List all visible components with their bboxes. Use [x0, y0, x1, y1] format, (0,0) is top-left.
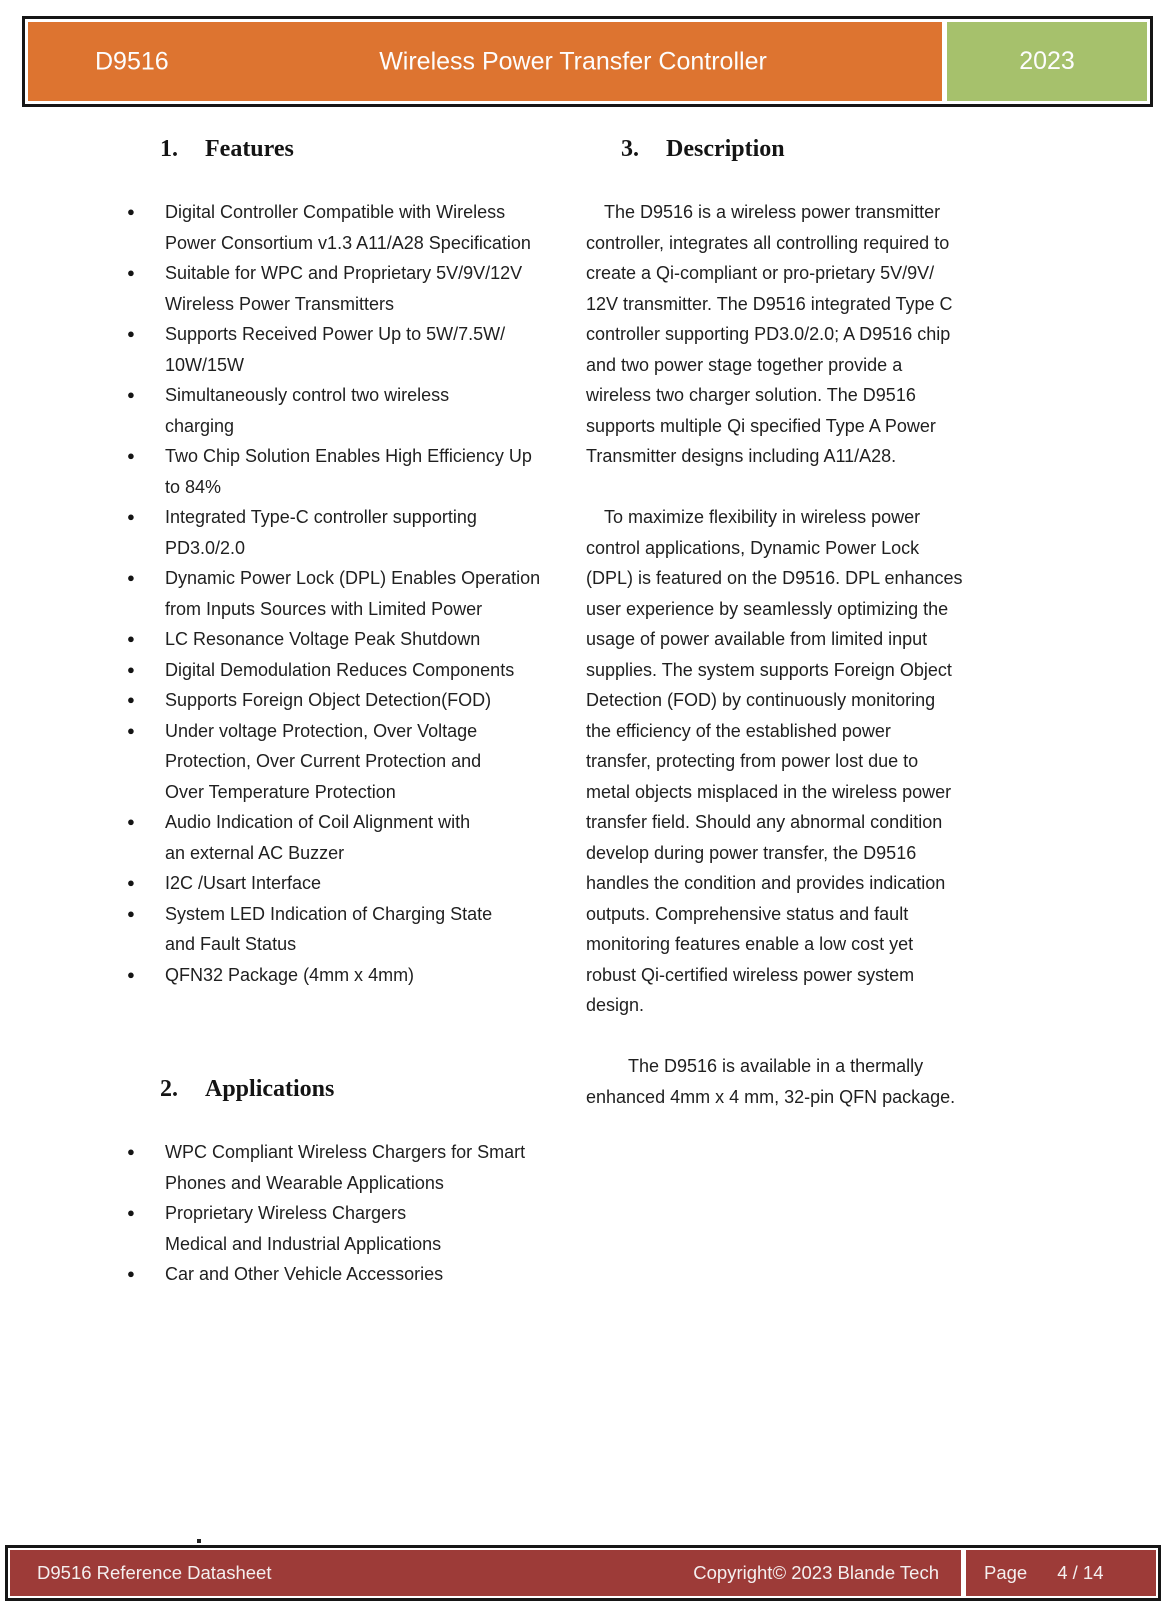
text-line: controller, integrates all controlling required to	[586, 232, 950, 253]
text-line: 12V transmitter. The D9516 integrated Type C	[586, 293, 953, 314]
text-line: handles the condition and provides indication	[586, 873, 946, 893]
bullet-icon: ●	[127, 570, 135, 585]
list-item-text	[165, 899, 565, 960]
applications-heading-title: Applications	[205, 1076, 335, 1102]
list-item	[125, 502, 565, 563]
text-line: Over Temperature Protection	[165, 781, 396, 802]
text-line: controller supporting PD3.0/2.0; A D9516 chip	[586, 324, 951, 344]
bullet-icon: ●	[127, 448, 135, 463]
bullet-icon: ●	[127, 387, 135, 402]
list-item	[125, 655, 565, 686]
bullet-icon: ●	[127, 692, 135, 707]
text-line: Protection, Over Current Protection and	[165, 751, 482, 771]
bullet-icon: ●	[127, 905, 135, 921]
text-line: (DPL) is featured on the D9516. DPL enhances	[586, 568, 963, 588]
list-item	[125, 563, 565, 624]
footer-left-bar	[10, 1550, 961, 1596]
description-heading-number: 3.	[621, 136, 639, 162]
list-item-text	[165, 441, 565, 502]
text-line: Simultaneously control two wireless	[165, 385, 450, 405]
document-title: Wireless Power Transfer Controller	[379, 47, 767, 75]
list-item	[125, 899, 565, 960]
text-line: I2C /Usart Interface	[165, 873, 322, 893]
text-line: Detection (FOD) by continuously monitoring	[586, 690, 936, 710]
text-line: robust Qi-certified wireless power system	[586, 964, 915, 985]
list-item-text	[165, 502, 565, 563]
features-heading-title: Features	[205, 136, 294, 162]
list-item	[125, 960, 565, 991]
list-item	[125, 685, 565, 716]
list-item-text	[165, 960, 565, 991]
text-line: control applications, Dynamic Power Lock	[586, 537, 920, 558]
text-line: supports multiple Qi specified Type A Power	[586, 415, 936, 436]
text-line: Power Consortium v1.3 A11/A28 Specification	[165, 232, 531, 253]
header-banner	[22, 16, 1153, 107]
text-line: develop during power transfer, the D9516	[586, 842, 917, 863]
applications-heading	[125, 1076, 565, 1103]
list-item-text	[165, 197, 565, 258]
bullet-icon: ●	[127, 722, 135, 738]
text-line: System LED Indication of Charging State	[165, 903, 493, 924]
footer-copyright: Copyright© 2023 Blande Tech	[693, 1562, 939, 1583]
list-item	[125, 868, 565, 899]
applications-list	[125, 1137, 565, 1290]
text-line: the efficiency of the established power	[586, 720, 891, 741]
list-item-text	[165, 1137, 565, 1198]
list-item	[125, 807, 565, 868]
text-line: Car and Other Vehicle Accessories	[165, 1264, 444, 1284]
text-line: and Fault Status	[165, 934, 297, 954]
text-line: monitoring features enable a low cost yet	[586, 934, 914, 954]
text-line: The D9516 is a wireless power transmitter	[604, 202, 941, 222]
list-item-text	[165, 319, 565, 380]
list-item-text	[165, 868, 565, 899]
text-line: To maximize flexibility in wireless power	[604, 507, 921, 527]
text-line: Under voltage Protection, Over Voltage	[165, 720, 478, 741]
bullet-icon: ●	[127, 1266, 135, 1281]
text-line: Two Chip Solution Enables High Efficiency Up	[165, 446, 532, 466]
text-line: Supports Foreign Object Detection(FOD)	[165, 690, 492, 710]
part-number: D9516	[95, 47, 169, 75]
list-item	[125, 624, 565, 655]
text-line: QFN32 Package (4mm x 4mm)	[165, 964, 415, 985]
text-line: user experience by seamlessly optimizing the	[586, 598, 949, 619]
text-line: supplies. The system supports Foreign Object	[586, 659, 952, 680]
list-item	[125, 380, 565, 441]
footer-page-label: Page	[984, 1562, 1028, 1583]
bullet-icon: ●	[127, 875, 135, 890]
list-item	[125, 258, 565, 319]
text-line: to 84%	[165, 476, 222, 497]
header-orange-bar	[28, 22, 942, 101]
list-item-text	[165, 1198, 565, 1259]
bullet-icon: ●	[127, 631, 135, 646]
text-line: wireless two charger solution. The D9516	[586, 385, 916, 405]
footer-document-name: D9516 Reference Datasheet	[37, 1562, 272, 1583]
text-line: transfer field. Should any abnormal condition	[586, 812, 943, 832]
footer-page-bar	[966, 1550, 1156, 1596]
text-line: metal objects misplaced in the wireless power	[586, 781, 952, 802]
text-line: and two power stage together provide a	[586, 354, 903, 375]
text-line: enhanced 4mm x 4 mm, 32-pin QFN package.	[586, 1086, 956, 1107]
text-line: outputs. Comprehensive status and fault	[586, 903, 909, 924]
text-line: LC Resonance Voltage Peak Shutdown	[165, 629, 481, 649]
description-heading	[586, 136, 1006, 163]
list-item	[125, 441, 565, 502]
header-year-badge	[947, 22, 1147, 101]
text-line: Audio Indication of Coil Alignment with	[165, 812, 471, 832]
list-item-text	[165, 685, 565, 716]
text-line: Digital Demodulation Reduces Components	[165, 659, 515, 680]
features-heading	[125, 136, 565, 163]
list-item	[125, 319, 565, 380]
text-line: Integrated Type-C controller supporting	[165, 507, 477, 527]
text-line: usage of power available from limited input	[586, 629, 928, 649]
text-line: an external AC Buzzer	[165, 842, 345, 863]
bullet-icon: ●	[127, 814, 135, 829]
text-line: from Inputs Sources with Limited Power	[165, 598, 483, 619]
features-heading-number: 1.	[160, 136, 178, 162]
text-line: WPC Compliant Wireless Chargers for Smart	[165, 1142, 526, 1162]
list-item-text	[165, 258, 565, 319]
text-line: Proprietary Wireless Chargers	[165, 1203, 407, 1223]
list-item-text	[165, 716, 565, 808]
right-column	[586, 136, 1006, 1112]
list-item-text	[165, 1259, 565, 1290]
text-line: Dynamic Power Lock (DPL) Enables Operation	[165, 568, 541, 588]
bullet-icon: ●	[127, 661, 135, 677]
text-line: Digital Controller Compatible with Wireless	[165, 202, 506, 222]
list-item	[125, 197, 565, 258]
list-item	[125, 1198, 565, 1259]
bullet-icon: ●	[127, 326, 135, 341]
bullet-icon: ●	[127, 204, 135, 219]
text-line: 10W/15W	[165, 354, 245, 375]
description-paragraph	[586, 502, 1006, 1021]
text-line: Phones and Wearable Applications	[165, 1172, 444, 1193]
text-line: charging	[165, 415, 235, 436]
list-item-text	[165, 807, 565, 868]
text-line: design.	[586, 995, 645, 1015]
text-line: create a Qi-compliant or pro-prietary 5V/9V/	[586, 263, 935, 283]
stray-ink-mark	[197, 1539, 201, 1543]
list-item	[125, 1259, 565, 1290]
list-item	[125, 1137, 565, 1198]
text-line: Supports Received Power Up to 5W/7.5W/	[165, 324, 506, 344]
list-item-text	[165, 380, 565, 441]
list-item-text	[165, 563, 565, 624]
description-heading-title: Description	[666, 136, 785, 162]
footer-banner	[5, 1545, 1161, 1601]
text-line: PD3.0/2.0	[165, 537, 246, 558]
text-line: Suitable for WPC and Proprietary 5V/9V/12V	[165, 263, 523, 283]
list-item	[125, 716, 565, 808]
footer-page-value: 4 / 14	[1057, 1562, 1104, 1583]
left-column	[125, 136, 565, 1290]
text-line: Medical and Industrial Applications	[165, 1233, 442, 1254]
bullet-icon: ●	[127, 966, 135, 982]
header-year: 2023	[1019, 47, 1075, 75]
bullet-icon: ●	[127, 265, 135, 280]
features-list	[125, 197, 565, 990]
text-line: transfer, protecting from power lost due to	[586, 751, 919, 771]
text-line: Wireless Power Transmitters	[165, 293, 395, 314]
description-paragraph	[586, 1051, 1006, 1112]
bullet-icon: ●	[127, 509, 135, 524]
description-paragraph	[586, 197, 1006, 472]
list-item-text	[165, 624, 565, 655]
list-item-text	[165, 655, 565, 686]
text-line: The D9516 is available in a thermally	[628, 1056, 924, 1076]
applications-heading-number: 2.	[160, 1076, 178, 1102]
text-line: Transmitter designs including A11/A28.	[586, 446, 897, 466]
bullet-icon: ●	[127, 1144, 135, 1159]
description-body	[586, 197, 1006, 1112]
bullet-icon: ●	[127, 1205, 135, 1220]
